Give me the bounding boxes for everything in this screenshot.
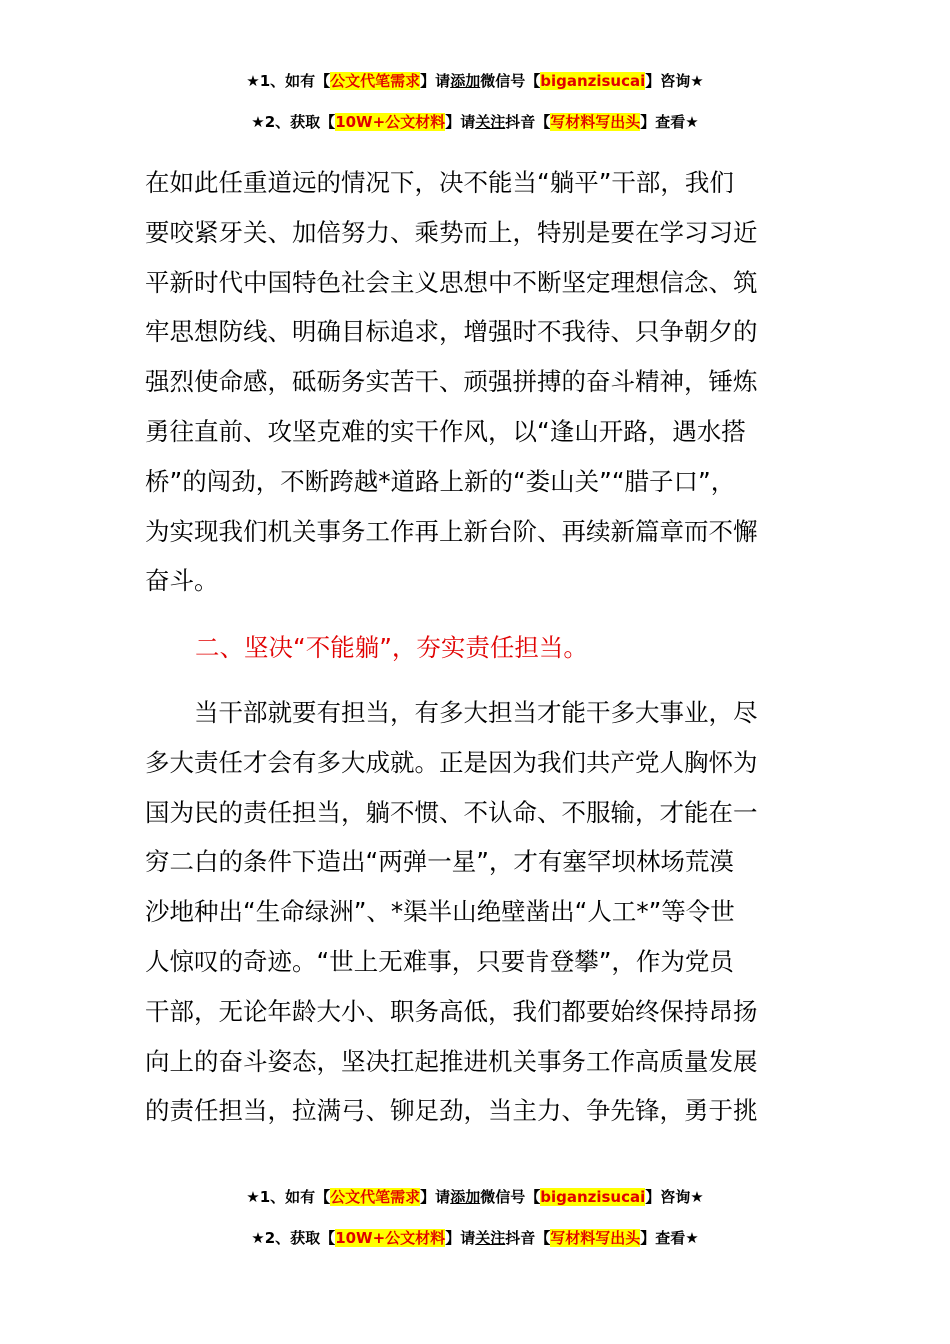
- section-heading: 二、坚决“不能躺”，夯实责任担当。: [195, 633, 588, 662]
- text-line: 干部，无论年龄大小、职务高低，我们都要始终保持昂扬: [145, 996, 758, 1026]
- text-line: 强烈使命感，砥砺务实苦干、顽强拼搏的奋斗精神，锤炼: [145, 367, 758, 397]
- text-line: 沙地种出“生命绿洲”、*渠半山绝壁凿出“人工*”等令世: [145, 897, 735, 927]
- text-line: 桥”的闯劲，不断跨越*道路上新的“娄山关”“腊子口”，: [145, 466, 736, 496]
- header-promo-line-1: ★1、如有【公文代笔需求】请添加微信号【biganzisucai】咨询★: [246, 72, 704, 90]
- highlight-text: 公文代笔需求: [330, 1188, 421, 1206]
- text-line: 向上的奋斗姿态，坚决扛起推进机关事务工作高质量发展: [145, 1046, 758, 1076]
- footer-promo-line-1: ★1、如有【公文代笔需求】请添加微信号【biganzisucai】咨询★: [246, 1188, 704, 1206]
- text-line: 当干部就要有担当，有多大担当才能干多大事业，尽: [145, 698, 758, 727]
- highlight-text: 写材料写出头: [550, 1229, 641, 1247]
- text-line: 穷二白的条件下造出“两弹一星”，才有塞罕坝林场荒漠: [145, 847, 734, 877]
- highlight-text: 写材料写出头: [550, 113, 641, 131]
- text-line: 牢思想防线、明确目标追求，增强时不我待、只争朝夕的: [145, 317, 758, 347]
- text-line: 多大责任才会有多大成就。正是因为我们共产党人胸怀为: [145, 747, 758, 777]
- header-promo-line-2: ★2、获取【10W+公文材料】请关注抖音【写材料写出头】查看★: [251, 113, 699, 131]
- paragraph-2: [145, 688, 825, 1136]
- text-line: 国为民的责任担当，躺不惯、不认命、不服输，才能在一: [145, 797, 758, 827]
- underlined-text: 关注: [475, 1229, 506, 1247]
- paragraph-1: [145, 158, 825, 606]
- text-line: 在如此任重道远的情况下，决不能当“躺平”干部，我们: [145, 168, 734, 197]
- text-line: 要咬紧牙关、加倍努力、乘势而上，特别是要在学习习近: [145, 217, 758, 247]
- text-line: 奋斗。: [145, 566, 219, 596]
- footer-promo-line-2: ★2、获取【10W+公文材料】请关注抖音【写材料写出头】查看★: [251, 1229, 699, 1247]
- text-line: 人惊叹的奇迹。“世上无难事，只要肯登攀”，作为党员: [145, 946, 734, 976]
- text-line: 勇往直前、攻坚克难的实干作风，以“逢山开路，遇水搭: [145, 416, 746, 446]
- highlight-text: 10W+公文材料: [335, 1229, 446, 1247]
- underlined-text: 添加: [450, 72, 481, 90]
- text-line: 为实现我们机关事务工作再上新台阶、再续新篇章而不懈: [145, 516, 758, 546]
- highlight-text: 公文代笔需求: [330, 72, 421, 90]
- highlight-text: biganzisucai: [540, 1188, 646, 1206]
- text-line: 平新时代中国特色社会主义思想中不断坚定理想信念、筑: [145, 267, 758, 297]
- highlight-text: biganzisucai: [540, 72, 646, 90]
- highlight-text: 10W+公文材料: [335, 113, 446, 131]
- underlined-text: 关注: [475, 113, 506, 131]
- underlined-text: 添加: [450, 1188, 481, 1206]
- text-line: 的责任担当，拉满弓、铆足劲，当主力、争先锋，勇于挑: [145, 1096, 758, 1126]
